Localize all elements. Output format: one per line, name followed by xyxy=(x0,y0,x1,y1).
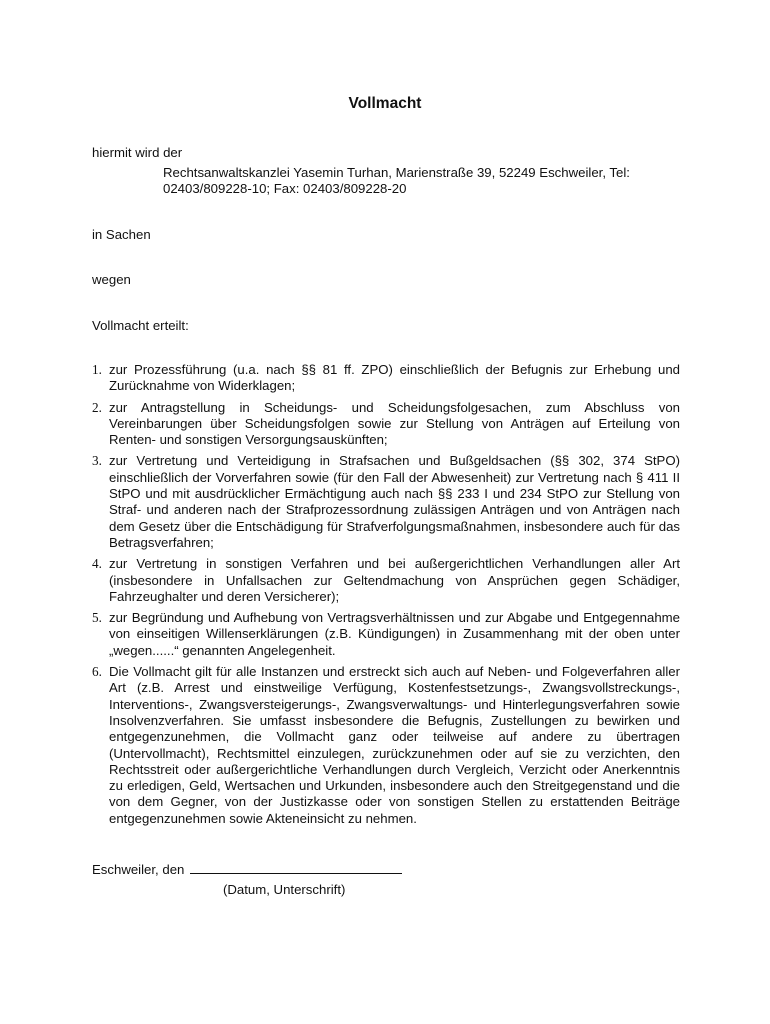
intro-text: hiermit wird der xyxy=(92,145,183,160)
list-item-number: 2. xyxy=(92,399,102,415)
list-item-text: zur Prozessführung (u.a. nach §§ 81 ff. ZPO) einschließlich der Befugnis zur Erhebung und Zurücknahme von Widerklagen; xyxy=(109,362,680,394)
signature-caption: (Datum, Unterschrift) xyxy=(223,882,346,897)
list-item-number: 3. xyxy=(92,453,102,469)
signature-row xyxy=(92,860,402,878)
list-item-text: zur Vertretung und Verteidigung in Strafsachen und Bußgeldsachen (§§ 302, 374 StPO) einschließlich der Vorverfahren sowie (für den Fall der Abwesenheit) zur Vertretung nach § 411 II StPO und mit ausdrücklicher Ermächtigung auch nach §§ 233 I und 234 StPO zur Stellung von Straf- und anderen nach der Strafprozessordnung zulässigen Anträgen und von Anträgen nach dem Gesetz über die Entschädigung für Strafverfolgungsmaßnahmen, insbesondere auch für das Betragsverfahren; xyxy=(109,453,680,550)
recipient-text: Rechtsanwaltskanzlei Yasemin Turhan, Marienstraße 39, 52249 Eschweiler, Tel: 02403/809228-10; Fax: 02403/809228-20 xyxy=(163,165,630,197)
list-item-number: 5. xyxy=(92,610,102,626)
list-item-number: 4. xyxy=(92,556,102,572)
list-item xyxy=(92,610,680,659)
list-item-number: 1. xyxy=(92,362,102,377)
list-item xyxy=(92,400,680,449)
wegen-label: wegen xyxy=(92,272,131,287)
list-item-number: 6. xyxy=(92,664,102,680)
list-item-text: zur Vertretung in sonstigen Verfahren und bei außergerichtlichen Verhandlungen aller Art (insbesondere in Unfallsachen zur Geltendmachung von Ansprüchen gegen Schädiger, Fahrzeughalter und deren Versicherer); xyxy=(109,556,680,604)
list-item-text: zur Antragstellung in Scheidungs- und Scheidungsfolgesachen, zum Abschluss von Vereinbarungen über Scheidungsfolgen sowie zur Stellung von Anträgen auf Erteilung von Renten- und sonstigen Versorgungsauskünften; xyxy=(109,399,680,448)
list-item xyxy=(92,556,680,605)
list-item-text: zur Begründung und Aufhebung von Vertragsverhältnissen und zur Abgabe und Entgegennahme von einseitigen Willenserklärungen (z.B. Kündigungen) in Zusammenhang mit der oben unter „wegen......“ genannten Angelegenheit. xyxy=(109,610,680,658)
signature-line xyxy=(190,860,402,874)
authority-list xyxy=(92,362,680,832)
list-item xyxy=(92,453,680,551)
in-sachen-label: in Sachen xyxy=(92,227,151,242)
list-item-text: Die Vollmacht gilt für alle Instanzen und erstreckt sich auch auf Neben- und Folgeverfahren aller Art (z.B. Arrest und einstweilige Verfügung, Kostenfestsetzungs-, Zwangsvollstreckungs-, Interventions-, Zwangsversteigerungs-, Zwangsverwaltungs- und Hinterlegungsverfahren sowie Insolvenzverfahren. Sie umfasst insbesondere die Befugnis, Zustellungen zu bewirken und entgegenzunehmen, die Vollmacht ganz oder teilweise auf andere zu übertragen (Untervollmacht), Rechtsmittel einzulegen, zurückzunehmen oder auf sie zu verzichten, den Rechtsstreit oder außergerichtliche Verhandlungen durch Vergleich, Verzicht oder Anerkenntnis zu erledigen, Geld, Wertsachen und Urkunden, insbesondere auch den Streitgegenstand und die von dem Gegner, von der Justizkasse oder von sonstigen Stellen zu erstattenden Beiträge entgegenzunehmen sowie Akteneinsicht zu nehmen. xyxy=(109,664,680,826)
place-date-label: Eschweiler, den xyxy=(92,862,185,877)
vollmacht-erteilt-label: Vollmacht erteilt: xyxy=(92,318,189,333)
list-item xyxy=(92,664,680,827)
document-title: Vollmacht xyxy=(348,95,422,112)
list-item xyxy=(92,362,680,395)
